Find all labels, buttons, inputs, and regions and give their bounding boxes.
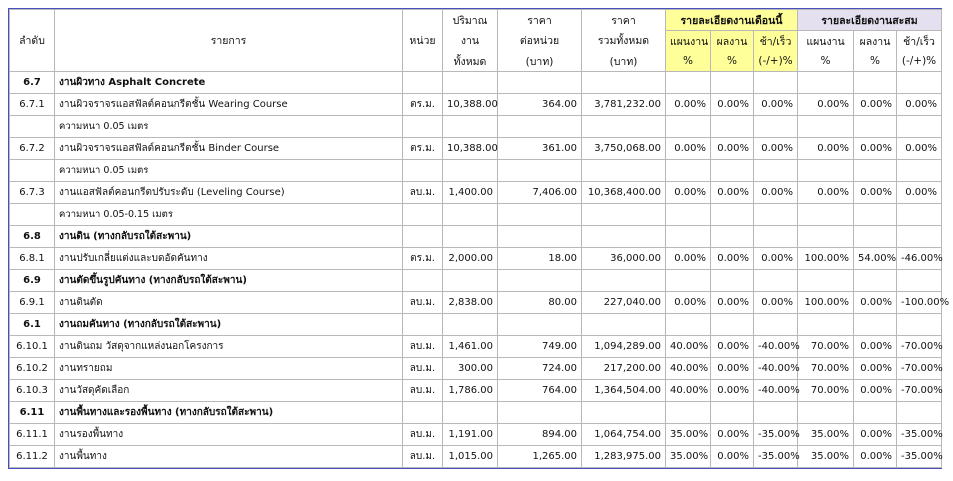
- cell-c-result: 0.00%: [854, 380, 897, 402]
- cell-total: 1,064,754.00: [582, 424, 666, 446]
- cell-c-result: 0.00%: [854, 358, 897, 380]
- cell-total: 227,040.00: [582, 292, 666, 314]
- empty-cell: [666, 314, 711, 336]
- cell-c-diff: -70.00%: [897, 380, 942, 402]
- header-qty-1: ปริมาณ: [443, 10, 498, 31]
- empty-cell: [897, 160, 942, 182]
- note-row: [10, 160, 942, 182]
- section-no: 6.11: [10, 402, 55, 424]
- empty-cell: [711, 226, 754, 248]
- cell-c-result: 0.00%: [854, 138, 897, 160]
- cell-m-result: 0.00%: [711, 446, 754, 468]
- progress-table: [9, 9, 950, 468]
- header-month-result-pct: %: [711, 51, 754, 72]
- table-row: [10, 358, 942, 380]
- empty-cell: [854, 116, 897, 138]
- cell-qty: 2,000.00: [443, 248, 498, 270]
- empty-cell: [403, 204, 443, 226]
- empty-cell: [403, 226, 443, 248]
- cell-m-result: 0.00%: [711, 182, 754, 204]
- empty-cell: [798, 314, 854, 336]
- empty-cell: [582, 270, 666, 292]
- cell-m-diff: 0.00%: [754, 94, 798, 116]
- item-no: 6.7.1: [10, 94, 55, 116]
- cell-qty: 10,388.00: [443, 94, 498, 116]
- empty-cell: [403, 116, 443, 138]
- cell-c-result: 0.00%: [854, 94, 897, 116]
- empty-cell: [711, 116, 754, 138]
- cell-c-diff: 0.00%: [897, 138, 942, 160]
- cell-qty: 2,838.00: [443, 292, 498, 314]
- cell-qty: 10,388.00: [443, 138, 498, 160]
- item-unit: ตร.ม.: [403, 248, 443, 270]
- empty-cell: [10, 204, 55, 226]
- cell-total: 3,750,068.00: [582, 138, 666, 160]
- cell-m-result: 0.00%: [711, 94, 754, 116]
- empty-cell: [798, 226, 854, 248]
- item-description: งานแอสฟัลต์คอนกรีตปรับระดับ (Leveling Course): [55, 182, 403, 204]
- cell-price: 724.00: [498, 358, 582, 380]
- section-no: 6.9: [10, 270, 55, 292]
- item-unit: ลบ.ม.: [403, 182, 443, 204]
- section-no: 6.1: [10, 314, 55, 336]
- empty-cell: [754, 314, 798, 336]
- cell-m-result: 0.00%: [711, 380, 754, 402]
- table-row: [10, 182, 942, 204]
- empty-cell: [798, 72, 854, 94]
- header-seq: ลำดับ: [10, 31, 55, 52]
- empty-cell: [403, 314, 443, 336]
- progress-table-container: [8, 8, 950, 469]
- section-row: [10, 402, 942, 424]
- empty-cell: [897, 116, 942, 138]
- cell-m-diff: 0.00%: [754, 292, 798, 314]
- item-description: งานดินตัด: [55, 292, 403, 314]
- header-item-bottom: [55, 51, 403, 72]
- cell-c-result: 0.00%: [854, 424, 897, 446]
- cell-c-diff: -35.00%: [897, 446, 942, 468]
- empty-cell: [10, 160, 55, 182]
- empty-cell: [666, 160, 711, 182]
- item-unit: ลบ.ม.: [403, 446, 443, 468]
- cell-c-plan: 70.00%: [798, 336, 854, 358]
- cell-c-diff: -35.00%: [897, 424, 942, 446]
- section-title: งานผิวทาง Asphalt Concrete: [55, 72, 403, 94]
- item-no: 6.7.3: [10, 182, 55, 204]
- cell-price: 894.00: [498, 424, 582, 446]
- cell-qty: 1,786.00: [443, 380, 498, 402]
- header-unit-price-3: (บาท): [498, 51, 582, 72]
- cell-c-plan: 70.00%: [798, 380, 854, 402]
- empty-cell: [582, 402, 666, 424]
- empty-cell: [711, 270, 754, 292]
- empty-cell: [443, 116, 498, 138]
- item-unit: ลบ.ม.: [403, 358, 443, 380]
- item-no: 6.10.3: [10, 380, 55, 402]
- note-row: [10, 116, 942, 138]
- empty-cell: [582, 116, 666, 138]
- cell-m-plan: 40.00%: [666, 336, 711, 358]
- cell-price: 80.00: [498, 292, 582, 314]
- empty-cell: [666, 226, 711, 248]
- header-qty-2: งาน: [443, 31, 498, 52]
- header-qty-3: ทั้งหมด: [443, 51, 498, 72]
- empty-cell: [498, 270, 582, 292]
- header-unit-price-2: ต่อหน่วย: [498, 31, 582, 52]
- empty-cell: [754, 116, 798, 138]
- cell-price: 361.00: [498, 138, 582, 160]
- header-month-plan: แผนงาน: [666, 31, 711, 52]
- empty-cell: [798, 204, 854, 226]
- cell-c-diff: 0.00%: [897, 182, 942, 204]
- cell-total: 3,781,232.00: [582, 94, 666, 116]
- cell-c-result: 54.00%: [854, 248, 897, 270]
- empty-cell: [711, 402, 754, 424]
- empty-cell: [798, 160, 854, 182]
- item-no: 6.9.1: [10, 292, 55, 314]
- empty-cell: [854, 72, 897, 94]
- empty-cell: [754, 226, 798, 248]
- cell-c-diff: -70.00%: [897, 336, 942, 358]
- cell-m-plan: 0.00%: [666, 292, 711, 314]
- item-unit: ตร.ม.: [403, 94, 443, 116]
- header-cumulative-group: รายละเอียดงานสะสม: [798, 10, 942, 31]
- empty-cell: [582, 204, 666, 226]
- section-no: 6.7: [10, 72, 55, 94]
- item-no: 6.11.1: [10, 424, 55, 446]
- empty-cell: [897, 226, 942, 248]
- header-cum-plan-pct: %: [798, 51, 854, 72]
- cell-c-plan: 0.00%: [798, 138, 854, 160]
- empty-cell: [897, 72, 942, 94]
- header-month-result: ผลงาน: [711, 31, 754, 52]
- empty-cell: [403, 270, 443, 292]
- empty-cell: [854, 270, 897, 292]
- section-title: งานดิน (ทางกลับรถใต้สะพาน): [55, 226, 403, 248]
- cell-m-plan: 0.00%: [666, 94, 711, 116]
- cell-m-result: 0.00%: [711, 424, 754, 446]
- item-no: 6.10.1: [10, 336, 55, 358]
- cell-price: 364.00: [498, 94, 582, 116]
- cell-c-plan: 100.00%: [798, 292, 854, 314]
- empty-cell: [498, 160, 582, 182]
- cell-total: 10,368,400.00: [582, 182, 666, 204]
- empty-cell: [443, 204, 498, 226]
- cell-total: 217,200.00: [582, 358, 666, 380]
- empty-cell: [854, 204, 897, 226]
- header-month-diff: ช้า/เร็ว: [754, 31, 798, 52]
- empty-cell: [711, 72, 754, 94]
- cell-m-diff: 0.00%: [754, 182, 798, 204]
- section-row: [10, 314, 942, 336]
- item-description: งานผิวจราจรแอสฟัลต์คอนกรีตชั้น Binder Course: [55, 138, 403, 160]
- table-row: [10, 292, 942, 314]
- cell-total: 1,283,975.00: [582, 446, 666, 468]
- cell-price: 764.00: [498, 380, 582, 402]
- empty-cell: [443, 226, 498, 248]
- empty-cell: [582, 160, 666, 182]
- empty-cell: [666, 270, 711, 292]
- empty-cell: [443, 160, 498, 182]
- cell-c-diff: -70.00%: [897, 358, 942, 380]
- header-month-diff-pct: (-/+)%: [754, 51, 798, 72]
- item-description: งานทรายถม: [55, 358, 403, 380]
- cell-c-plan: 70.00%: [798, 358, 854, 380]
- cell-price: 18.00: [498, 248, 582, 270]
- item-unit: ลบ.ม.: [403, 380, 443, 402]
- section-row: [10, 270, 942, 292]
- item-description: งานผิวจราจรแอสฟัลต์คอนกรีตชั้น Wearing Course: [55, 94, 403, 116]
- empty-cell: [798, 270, 854, 292]
- cell-m-plan: 35.00%: [666, 424, 711, 446]
- empty-cell: [443, 314, 498, 336]
- cell-m-result: 0.00%: [711, 358, 754, 380]
- cell-c-result: 0.00%: [854, 336, 897, 358]
- cell-m-diff: 0.00%: [754, 138, 798, 160]
- item-no: 6.10.2: [10, 358, 55, 380]
- item-note: ความหนา 0.05 เมตร: [55, 116, 403, 138]
- empty-cell: [582, 226, 666, 248]
- item-unit: ตร.ม.: [403, 138, 443, 160]
- empty-cell: [582, 72, 666, 94]
- empty-cell: [754, 72, 798, 94]
- header-seq-bottom: [10, 51, 55, 72]
- header-unit-top: [403, 10, 443, 31]
- header-seq-top: [10, 10, 55, 31]
- cell-m-diff: 0.00%: [754, 248, 798, 270]
- table-row: [10, 248, 942, 270]
- empty-cell: [443, 270, 498, 292]
- item-description: งานปรับเกลี่ยแต่งและบดอัดคันทาง: [55, 248, 403, 270]
- cell-qty: 1,191.00: [443, 424, 498, 446]
- empty-cell: [498, 204, 582, 226]
- cell-c-plan: 35.00%: [798, 424, 854, 446]
- empty-cell: [798, 116, 854, 138]
- empty-cell: [854, 160, 897, 182]
- empty-cell: [498, 226, 582, 248]
- note-row: [10, 204, 942, 226]
- cell-qty: 300.00: [443, 358, 498, 380]
- cell-m-result: 0.00%: [711, 248, 754, 270]
- header-cum-result: ผลงาน: [854, 31, 897, 52]
- header-total-price-1: ราคา: [582, 10, 666, 31]
- cell-price: 7,406.00: [498, 182, 582, 204]
- empty-cell: [498, 314, 582, 336]
- empty-cell: [897, 402, 942, 424]
- empty-cell: [711, 314, 754, 336]
- item-no: 6.8.1: [10, 248, 55, 270]
- empty-cell: [854, 226, 897, 248]
- item-unit: ลบ.ม.: [403, 424, 443, 446]
- cell-total: 1,094,289.00: [582, 336, 666, 358]
- cell-m-result: 0.00%: [711, 336, 754, 358]
- cell-m-result: 0.00%: [711, 138, 754, 160]
- section-title: งานถมคันทาง (ทางกลับรถใต้สะพาน): [55, 314, 403, 336]
- empty-cell: [498, 402, 582, 424]
- item-description: งานวัสดุคัดเลือก: [55, 380, 403, 402]
- empty-cell: [854, 402, 897, 424]
- section-title: งานตัดขึ้นรูปคันทาง (ทางกลับรถใต้สะพาน): [55, 270, 403, 292]
- cell-c-diff: -46.00%: [897, 248, 942, 270]
- cell-m-plan: 0.00%: [666, 248, 711, 270]
- header-unit-bottom: [403, 51, 443, 72]
- cell-c-result: 0.00%: [854, 182, 897, 204]
- empty-cell: [498, 72, 582, 94]
- header-cum-diff-pct: (-/+)%: [897, 51, 942, 72]
- item-description: งานรองพื้นทาง: [55, 424, 403, 446]
- cell-c-plan: 0.00%: [798, 94, 854, 116]
- cell-qty: 1,015.00: [443, 446, 498, 468]
- cell-c-diff: 0.00%: [897, 94, 942, 116]
- empty-cell: [711, 160, 754, 182]
- cell-m-plan: 0.00%: [666, 182, 711, 204]
- cell-c-result: 0.00%: [854, 446, 897, 468]
- empty-cell: [582, 314, 666, 336]
- empty-cell: [403, 160, 443, 182]
- header-monthly-group: รายละเอียดงานเดือนนี้: [666, 10, 798, 31]
- item-unit: ลบ.ม.: [403, 336, 443, 358]
- cell-m-plan: 0.00%: [666, 138, 711, 160]
- cell-m-diff: -40.00%: [754, 358, 798, 380]
- empty-cell: [443, 72, 498, 94]
- item-unit: ลบ.ม.: [403, 292, 443, 314]
- empty-cell: [711, 204, 754, 226]
- empty-cell: [403, 72, 443, 94]
- table-row: [10, 336, 942, 358]
- empty-cell: [403, 402, 443, 424]
- cell-price: 749.00: [498, 336, 582, 358]
- header-cum-diff: ช้า/เร็ว: [897, 31, 942, 52]
- cell-m-plan: 35.00%: [666, 446, 711, 468]
- header-cum-result-pct: %: [854, 51, 897, 72]
- cell-qty: 1,461.00: [443, 336, 498, 358]
- table-row: [10, 424, 942, 446]
- section-row: [10, 72, 942, 94]
- empty-cell: [498, 116, 582, 138]
- empty-cell: [854, 314, 897, 336]
- cell-qty: 1,400.00: [443, 182, 498, 204]
- empty-cell: [754, 270, 798, 292]
- cell-m-diff: -35.00%: [754, 424, 798, 446]
- item-description: งานพื้นทาง: [55, 446, 403, 468]
- header-item-top: [55, 10, 403, 31]
- cell-m-plan: 40.00%: [666, 358, 711, 380]
- table-row: [10, 380, 942, 402]
- header-month-plan-pct: %: [666, 51, 711, 72]
- cell-c-plan: 100.00%: [798, 248, 854, 270]
- table-row: [10, 94, 942, 116]
- empty-cell: [666, 402, 711, 424]
- empty-cell: [666, 204, 711, 226]
- empty-cell: [897, 314, 942, 336]
- empty-cell: [754, 402, 798, 424]
- header-total-price-2: รวมทั้งหมด: [582, 31, 666, 52]
- header-item: รายการ: [55, 31, 403, 52]
- item-no: 6.11.2: [10, 446, 55, 468]
- cell-m-diff: -40.00%: [754, 336, 798, 358]
- table-row: [10, 446, 942, 468]
- item-description: งานดินถม วัสดุจากแหล่งนอกโครงการ: [55, 336, 403, 358]
- empty-cell: [897, 270, 942, 292]
- item-note: ความหนา 0.05 เมตร: [55, 160, 403, 182]
- empty-cell: [666, 72, 711, 94]
- header-unit-price-1: ราคา: [498, 10, 582, 31]
- header-cum-plan: แผนงาน: [798, 31, 854, 52]
- section-row: [10, 226, 942, 248]
- empty-cell: [443, 402, 498, 424]
- cell-total: 1,364,504.00: [582, 380, 666, 402]
- empty-cell: [754, 204, 798, 226]
- cell-c-result: 0.00%: [854, 292, 897, 314]
- item-note: ความหนา 0.05-0.15 เมตร: [55, 204, 403, 226]
- cell-m-diff: -40.00%: [754, 380, 798, 402]
- section-no: 6.8: [10, 226, 55, 248]
- empty-cell: [798, 402, 854, 424]
- header-total-price-3: (บาท): [582, 51, 666, 72]
- cell-total: 36,000.00: [582, 248, 666, 270]
- table-row: [10, 138, 942, 160]
- empty-cell: [10, 116, 55, 138]
- header-unit: หน่วย: [403, 31, 443, 52]
- cell-m-plan: 40.00%: [666, 380, 711, 402]
- cell-c-diff: -100.00%: [897, 292, 942, 314]
- empty-cell: [754, 160, 798, 182]
- item-no: 6.7.2: [10, 138, 55, 160]
- cell-c-plan: 35.00%: [798, 446, 854, 468]
- empty-cell: [666, 116, 711, 138]
- empty-cell: [897, 204, 942, 226]
- section-title: งานพื้นทางและรองพื้นทาง (ทางกลับรถใต้สะพาน): [55, 402, 403, 424]
- cell-m-diff: -35.00%: [754, 446, 798, 468]
- cell-c-plan: 0.00%: [798, 182, 854, 204]
- cell-price: 1,265.00: [498, 446, 582, 468]
- cell-m-result: 0.00%: [711, 292, 754, 314]
